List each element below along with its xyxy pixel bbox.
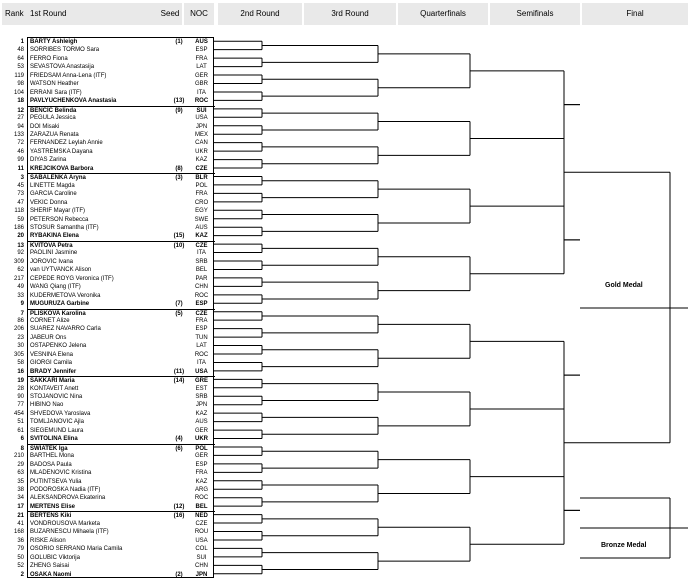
player-name: GOLUBIC Viktorija [30,554,80,561]
player-name: JOROVIC Ivana [30,258,74,265]
player-seed: (11) [173,368,185,375]
player-name: KVITOVA Petra [30,242,73,249]
player-noc: UKR [195,436,208,443]
player-noc: USA [195,368,208,375]
player-rank: 35 [17,478,24,485]
player-name: GARCIA Caroline [30,191,77,198]
player-noc: GER [194,453,208,460]
player-rank: 119 [14,72,24,79]
player-noc: KAZ [195,233,208,240]
player-noc: ROC [194,495,209,502]
player-rank: 46 [17,148,24,155]
player-noc: EST [195,385,208,392]
player-noc: ROC [194,351,209,358]
player-name: ERRANI Sara (ITF) [30,89,82,96]
player-name: BRADY Jennifer [30,368,77,375]
player-name: PLISKOVA Karolina [30,310,86,317]
player-seed: (6) [175,445,183,452]
player-rank: 2 [20,571,24,578]
player-name: RISKE Alison [30,537,66,544]
player-seed: (4) [175,436,183,443]
player-name: SAKKARI Maria [30,378,75,385]
player-noc: BEL [195,503,208,510]
player-noc: ESP [195,47,208,54]
player-name: SWIATEK Iga [30,445,68,452]
player-rank: 28 [17,385,24,392]
player-seed: (2) [175,571,183,578]
player-noc: ESP [195,301,208,308]
player-name: DOI Misaki [30,123,60,130]
player-name: BARTHEL Mona [30,453,75,460]
player-rank: 79 [17,546,24,553]
player-rank: 45 [17,182,24,189]
player-name: FRIEDSAM Anna-Lena (ITF) [30,72,107,79]
player-name: PAVLYUCHENKOVA Anastasia [30,98,117,105]
player-seed: (13) [173,98,185,105]
player-noc: POL [195,182,208,189]
player-seed: (14) [173,378,185,385]
player-noc: KAZ [195,410,208,417]
player-name: TOMLJANOVIC Ajla [30,419,84,426]
player-rank: 20 [17,233,24,240]
player-noc: AUS [195,419,208,426]
player-noc: JPN [195,571,208,578]
player-name: ZHENG Saisai [30,563,70,570]
player-name: STOJANOVIC Nina [30,394,83,401]
player-noc: FRA [195,191,208,198]
player-name: SABALENKA Aryna [30,175,86,182]
player-noc: ESP [195,326,208,333]
player-rank: 48 [17,47,24,54]
player-name: BUZARNESCU Mihaela (ITF) [30,529,109,536]
player-rank: 38 [17,487,24,494]
player-rank: 206 [13,326,24,333]
player-noc: BEL [195,267,208,274]
player-noc: SUI [196,554,207,561]
player-name: PODOROSKA Nadia (ITF) [30,487,101,494]
player-noc: KAZ [195,478,208,485]
player-noc: GRE [194,378,208,385]
player-rank: 72 [17,140,24,147]
player-noc: CZE [195,310,208,317]
player-noc: SRB [195,258,208,265]
player-seed: (7) [175,301,183,308]
player-noc: LAT [196,64,207,71]
player-rank: 90 [17,394,24,401]
player-noc: AUS [195,39,208,45]
player-noc: EGY [195,208,208,215]
player-name: LINETTE Magda [30,182,75,189]
player-rank: 18 [17,98,24,105]
player-noc: UKR [195,148,208,155]
player-rank: 62 [17,267,24,274]
player-rank: 86 [17,317,24,324]
player-noc: CZE [195,165,208,172]
player-rank: 12 [17,107,24,114]
player-rank: 61 [17,427,24,434]
player-noc: NED [195,513,208,520]
player-rank: 17 [17,503,24,510]
player-noc: POL [195,445,208,452]
player-noc: SUI [196,107,207,114]
player-rank: 51 [17,419,24,426]
player-noc: PAR [195,275,208,282]
player-noc: ESP [195,461,208,468]
player-rank: 1 [20,39,24,45]
player-rank: 36 [17,537,24,544]
player-noc: GER [194,72,208,79]
player-name: SVITOLINA Elina [30,436,78,443]
player-name: MUGURUZA Garbine [30,301,90,308]
player-noc: FRA [195,55,208,62]
player-rank: 11 [17,165,24,172]
header-final: Final [582,3,688,25]
player-noc: ITA [197,89,206,96]
player-noc: SWE [194,216,209,223]
player-name: SHVEDOVA Yaroslava [30,410,91,417]
player-noc: JPN [195,123,208,130]
player-rank: 454 [13,410,24,417]
player-rank: 52 [17,563,24,570]
player-noc: ROC [194,98,209,105]
player-name: van UYTVANCK Alison [30,267,92,274]
player-rank: 29 [17,461,24,468]
player-name: PAOLINI Jasmine [30,250,78,257]
player-noc: CRO [194,199,209,206]
player-rank: 59 [17,216,24,223]
player-rank: 186 [13,224,24,231]
player-rank: 47 [17,199,24,206]
player-seed: (12) [173,503,185,510]
player-rank: 50 [17,554,24,561]
player-name: DIYAS Zarina [30,157,67,164]
player-seed: (8) [175,165,183,172]
player-name: HIBINO Nao [30,402,64,409]
player-name: WANG Qiang (ITF) [30,284,81,291]
player-name: YASTREMSKA Dayana [30,148,93,155]
player-noc: KAZ [195,157,208,164]
player-name: MERTENS Elise [30,503,76,510]
header-third-round: 3rd Round [304,3,396,25]
player-rank: 30 [17,343,24,350]
player-name: WATSON Heather [30,81,79,88]
player-rank: 133 [13,131,24,138]
player-name: OSORIO SERRANO Maria Camila [30,546,123,553]
player-name: SORRIBES TORMO Sara [30,47,100,54]
player-rank: 21 [17,513,24,520]
player-name: KREJCIKOVA Barbora [30,165,94,172]
player-name: SUAREZ NAVARRO Carla [30,326,101,333]
player-name: VONDROUSOVA Marketa [30,520,100,527]
player-noc: CAN [195,140,208,147]
player-name: GIORGI Camila [30,360,73,367]
player-rank: 41 [17,520,24,527]
player-noc: AUS [195,224,208,231]
player-noc: COL [195,546,208,553]
player-name: MLADENOVIC Kristina [30,470,92,477]
player-name: JABEUR Ons [30,334,67,341]
player-name: KUDERMETOVA Veronika [30,292,101,299]
header-second-round: 2nd Round [218,3,302,25]
player-seed: (9) [175,107,183,114]
player-seed: (10) [173,242,185,249]
player-name: CEPEDE ROYG Veronica (ITF) [30,275,114,282]
player-rank: 33 [17,292,24,299]
player-rank: 104 [13,89,24,96]
player-rank: 6 [20,436,24,443]
player-rank: 3 [20,175,24,182]
player-noc: SRB [195,394,208,401]
header-noc: NOC [184,3,214,25]
player-noc: LAT [196,343,207,350]
player-rank: 49 [17,284,24,291]
player-noc: ROC [194,292,209,299]
player-name: BENCIC Belinda [30,107,77,114]
player-noc: CZE [195,520,208,527]
player-noc: USA [195,537,208,544]
player-rank: 58 [17,360,24,367]
player-rank: 77 [17,402,24,409]
player-noc: ARG [194,487,208,494]
header-quarterfinals: Quarterfinals [398,3,488,25]
player-name: OSAKA Naomi [30,571,72,578]
player-rank: 73 [17,191,24,198]
player-name: CORNET Alize [30,317,70,324]
player-noc: BLR [195,175,208,182]
player-seed: (16) [173,513,185,520]
player-name: SIEGEMUND Laura [30,427,84,434]
player-noc: FRA [195,470,208,477]
player-name: PEGULA Jessica [30,115,76,122]
header-seed: Seed [158,3,182,25]
player-rank: 92 [17,250,24,257]
player-noc: TUN [195,334,208,341]
player-name: VEKIC Donna [30,199,68,206]
player-rank: 23 [17,334,24,341]
player-seed: (5) [175,310,183,317]
player-rank: 94 [17,123,24,130]
player-name: STOSUR Samantha (ITF) [30,224,99,231]
player-rank: 63 [17,470,24,477]
player-rank: 309 [13,258,24,265]
player-rank: 7 [20,310,24,317]
player-noc: ITA [197,360,206,367]
player-name: SHERIF Mayar (ITF) [30,208,85,215]
player-rank: 34 [17,495,24,502]
player-seed: (3) [175,175,183,182]
player-noc: GBR [194,81,208,88]
player-rank: 19 [17,378,24,385]
player-name: BARTY Ashleigh [30,39,78,45]
player-name: KONTAVEIT Anett [30,385,79,392]
player-noc: MEX [194,131,208,138]
player-noc: CHN [195,563,208,570]
player-name: FERNANDEZ Leylah Annie [30,140,103,147]
player-rank: 168 [13,529,24,536]
player-rank: 9 [20,301,24,308]
player-noc: FRA [195,317,208,324]
player-seed: (1) [175,39,183,45]
player-name: ALEKSANDROVA Ekaterina [30,495,106,502]
player-name: VESNINA Elena [30,351,74,358]
player-rank: 53 [17,64,24,71]
player-name: FERRO Fiona [30,55,68,62]
player-noc: JPN [195,402,208,409]
player-noc: ROU [194,529,209,536]
player-name: BADOSA Paula [30,461,72,468]
player-rank: 118 [14,208,24,215]
header-first-round: 1st Round [26,3,160,25]
player-noc: CZE [195,242,208,249]
player-name: SEVASTOVA Anastasija [30,64,95,71]
player-rank: 98 [17,81,24,88]
header-semifinals: Semifinals [490,3,580,25]
player-rank: 8 [20,445,24,452]
player-name: OSTAPENKO Jelena [30,343,87,350]
header-rank: Rank [2,3,27,25]
player-name: PETERSON Rebecca [30,216,89,223]
player-name: BERTENS Kiki [30,513,72,520]
player-rank: 217 [13,275,24,282]
player-seed: (15) [173,233,185,240]
player-rank: 16 [17,368,24,375]
player-noc: CHN [195,284,208,291]
bronze-medal-label: Bronze Medal [601,542,647,549]
player-rank: 13 [17,242,24,249]
player-name: PUTINTSEVA Yulia [30,478,82,485]
player-noc: ITA [197,250,206,257]
player-rank: 27 [17,115,24,122]
player-noc: USA [195,115,208,122]
player-rank: 99 [17,157,24,164]
player-name: ZARAZUA Renata [30,131,79,138]
player-rank: 210 [13,453,24,460]
player-rank: 64 [17,55,24,62]
player-noc: GER [194,427,208,434]
gold-medal-label: Gold Medal [605,282,643,289]
player-rank: 305 [13,351,24,358]
player-name: RYBAKINA Elena [30,233,79,240]
